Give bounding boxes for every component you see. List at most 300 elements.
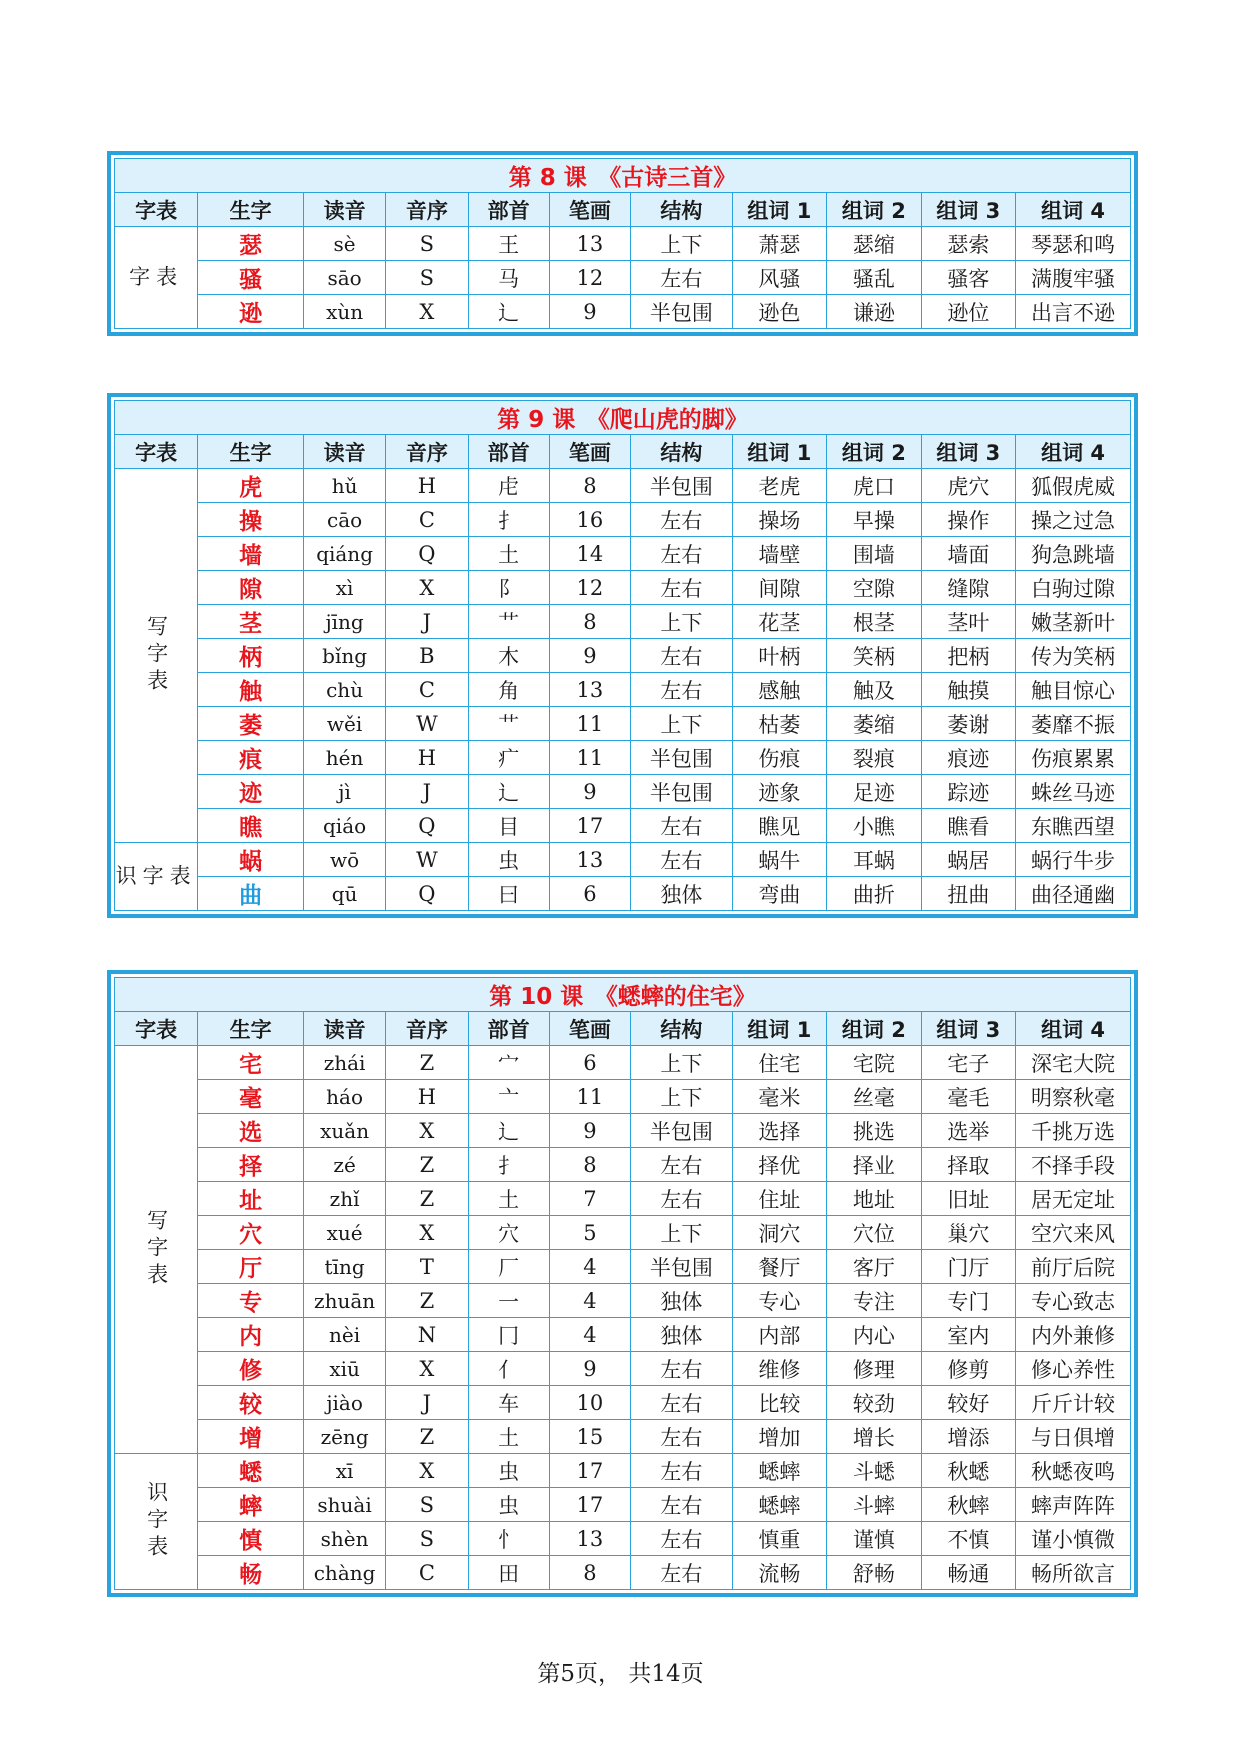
table-row [115,1454,1131,1488]
word1-cell: 洞穴 [732,1216,826,1250]
word4-cell: 蛛丝马迹 [1016,775,1131,809]
structure-cell: 左右 [631,571,733,605]
pinyin-cell: zhái [303,1046,385,1080]
structure-cell: 左右 [631,843,733,877]
word1-cell: 选择 [732,1114,826,1148]
structure-cell: 上下 [631,1216,733,1250]
strokes-cell: 11 [549,741,630,775]
structure-cell: 半包围 [631,1114,733,1148]
radical-cell: 冂 [468,1318,549,1352]
column-header: 读音 [303,435,385,469]
character-cell: 修 [198,1352,304,1386]
word4-cell: 内外兼修 [1016,1318,1131,1352]
word3-cell: 操作 [921,503,1015,537]
word4-cell: 出言不逊 [1016,295,1131,329]
structure-cell: 左右 [631,1522,733,1556]
word1-cell: 流畅 [732,1556,826,1590]
structure-cell: 半包围 [631,469,733,503]
word3-cell: 门厅 [921,1250,1015,1284]
word4-cell: 狗急跳墙 [1016,537,1131,571]
pinyin-cell: zhuān [303,1284,385,1318]
word1-cell: 枯萎 [732,707,826,741]
structure-cell: 左右 [631,1352,733,1386]
word2-cell: 宅院 [827,1046,921,1080]
structure-cell: 左右 [631,1420,733,1454]
character-cell: 址 [198,1182,304,1216]
pinyin-cell: shèn [303,1522,385,1556]
radical-cell: 虫 [468,843,549,877]
character-cell: 逊 [198,295,304,329]
initial-cell: B [386,639,468,673]
structure-cell: 独体 [631,1284,733,1318]
word4-cell: 斤斤计较 [1016,1386,1131,1420]
word4-cell: 嫩茎新叶 [1016,605,1131,639]
word3-cell: 虎穴 [921,469,1015,503]
word1-cell: 维修 [732,1352,826,1386]
column-header: 字表 [115,1012,198,1046]
table-row [115,537,1131,571]
word1-cell: 餐厅 [732,1250,826,1284]
word2-cell: 耳蜗 [827,843,921,877]
structure-cell: 上下 [631,227,733,261]
radical-cell: 宀 [468,1046,549,1080]
character-cell: 畅 [198,1556,304,1590]
initial-cell: Z [386,1284,468,1318]
initial-cell: W [386,843,468,877]
word4-cell: 谨小慎微 [1016,1522,1131,1556]
column-header: 组词 4 [1016,435,1131,469]
table-row [115,295,1131,329]
strokes-cell: 13 [549,673,630,707]
initial-cell: S [386,261,468,295]
table-row [115,639,1131,673]
radical-cell: 艹 [468,605,549,639]
column-header: 组词 2 [827,435,921,469]
strokes-cell: 4 [549,1284,630,1318]
word3-cell: 骚客 [921,261,1015,295]
strokes-cell: 13 [549,843,630,877]
table-row [115,227,1131,261]
character-cell: 触 [198,673,304,707]
structure-cell: 上下 [631,605,733,639]
structure-cell: 半包围 [631,741,733,775]
word3-cell: 逊位 [921,295,1015,329]
radical-cell: 穴 [468,1216,549,1250]
character-cell: 宅 [198,1046,304,1080]
table-row [115,605,1131,639]
word4-cell: 蜗行牛步 [1016,843,1131,877]
structure-cell: 独体 [631,1318,733,1352]
word2-cell: 骚乱 [827,261,921,295]
strokes-cell: 11 [549,707,630,741]
word3-cell: 痕迹 [921,741,1015,775]
word3-cell: 巢穴 [921,1216,1015,1250]
word4-cell: 专心致志 [1016,1284,1131,1318]
structure-cell: 上下 [631,1080,733,1114]
pinyin-cell: qiáng [303,537,385,571]
character-cell: 茎 [198,605,304,639]
initial-cell: Z [386,1148,468,1182]
strokes-cell: 9 [549,775,630,809]
word3-cell: 毫毛 [921,1080,1015,1114]
word1-cell: 内部 [732,1318,826,1352]
word4-cell: 与日俱增 [1016,1420,1131,1454]
strokes-cell: 9 [549,295,630,329]
table-row [115,775,1131,809]
strokes-cell: 13 [549,227,630,261]
strokes-cell: 11 [549,1080,630,1114]
structure-cell: 左右 [631,1454,733,1488]
pinyin-cell: wō [303,843,385,877]
word4-cell: 深宅大院 [1016,1046,1131,1080]
table-row [115,1556,1131,1590]
word1-cell: 叶柄 [732,639,826,673]
pinyin-cell: sāo [303,261,385,295]
pinyin-cell: hǔ [303,469,385,503]
word1-cell: 萧瑟 [732,227,826,261]
word4-cell: 空穴来风 [1016,1216,1131,1250]
word2-cell: 专注 [827,1284,921,1318]
initial-cell: S [386,227,468,261]
word1-cell: 墙壁 [732,537,826,571]
radical-cell: 土 [468,537,549,571]
lesson-title: 第 9 课 《爬山虎的脚》 [115,401,1131,435]
word2-cell: 地址 [827,1182,921,1216]
word1-cell: 老虎 [732,469,826,503]
word2-cell: 虎口 [827,469,921,503]
pinyin-cell: wěi [303,707,385,741]
word2-cell: 裂痕 [827,741,921,775]
initial-cell: Q [386,809,468,843]
radical-cell: 曰 [468,877,549,911]
table-row [115,877,1131,911]
initial-cell: J [386,775,468,809]
radical-cell: 辶 [468,775,549,809]
word2-cell: 客厅 [827,1250,921,1284]
word4-cell: 满腹牢骚 [1016,261,1131,295]
initial-cell: C [386,1556,468,1590]
initial-cell: T [386,1250,468,1284]
word2-cell: 挑选 [827,1114,921,1148]
word3-cell: 不慎 [921,1522,1015,1556]
word3-cell: 宅子 [921,1046,1015,1080]
word4-cell: 触目惊心 [1016,673,1131,707]
word3-cell: 扭曲 [921,877,1015,911]
word3-cell: 踪迹 [921,775,1015,809]
character-cell: 痕 [198,741,304,775]
structure-cell: 左右 [631,537,733,571]
structure-cell: 左右 [631,1182,733,1216]
word1-cell: 花茎 [732,605,826,639]
word1-cell: 操场 [732,503,826,537]
word3-cell: 蜗居 [921,843,1015,877]
column-header: 结构 [631,193,733,227]
initial-cell: N [386,1318,468,1352]
word1-cell: 毫米 [732,1080,826,1114]
character-cell: 瞧 [198,809,304,843]
word2-cell: 增长 [827,1420,921,1454]
initial-cell: S [386,1488,468,1522]
table-row [115,1148,1131,1182]
word3-cell: 畅通 [921,1556,1015,1590]
structure-cell: 左右 [631,809,733,843]
character-cell: 选 [198,1114,304,1148]
strokes-cell: 17 [549,809,630,843]
word1-cell: 瞧见 [732,809,826,843]
word1-cell: 迹象 [732,775,826,809]
strokes-cell: 8 [549,1148,630,1182]
table-row [115,843,1131,877]
pinyin-cell: xuǎn [303,1114,385,1148]
word3-cell: 择取 [921,1148,1015,1182]
word1-cell: 伤痕 [732,741,826,775]
word2-cell: 舒畅 [827,1556,921,1590]
column-header: 生字 [198,435,304,469]
structure-cell: 半包围 [631,775,733,809]
pinyin-cell: jì [303,775,385,809]
radical-cell: 马 [468,261,549,295]
table-row [115,1420,1131,1454]
table-row [115,707,1131,741]
table-row [115,1522,1131,1556]
character-cell: 虎 [198,469,304,503]
column-header: 组词 4 [1016,1012,1131,1046]
table-row [115,1114,1131,1148]
word1-cell: 专心 [732,1284,826,1318]
pinyin-cell: hén [303,741,385,775]
pinyin-cell: jiào [303,1386,385,1420]
word2-cell: 较劲 [827,1386,921,1420]
character-cell: 墙 [198,537,304,571]
pinyin-cell: qū [303,877,385,911]
initial-cell: X [386,1216,468,1250]
strokes-cell: 9 [549,1352,630,1386]
column-header: 组词 2 [827,1012,921,1046]
strokes-cell: 17 [549,1454,630,1488]
word1-cell: 间隙 [732,571,826,605]
column-header: 音序 [386,1012,468,1046]
column-header: 组词 1 [732,193,826,227]
structure-cell: 独体 [631,877,733,911]
word4-cell: 狐假虎威 [1016,469,1131,503]
word4-cell: 伤痕累累 [1016,741,1131,775]
table-row [115,673,1131,707]
column-header: 组词 1 [732,435,826,469]
radical-cell: 土 [468,1182,549,1216]
word3-cell: 增添 [921,1420,1015,1454]
pinyin-cell: zēng [303,1420,385,1454]
pinyin-cell: xī [303,1454,385,1488]
lesson-table-8 [107,151,1138,336]
category-cell: 识字表 [115,843,198,911]
table-row [115,503,1131,537]
initial-cell: H [386,741,468,775]
word1-cell: 住址 [732,1182,826,1216]
radical-cell: 辶 [468,1114,549,1148]
pinyin-cell: sè [303,227,385,261]
word2-cell: 内心 [827,1318,921,1352]
character-cell: 慎 [198,1522,304,1556]
structure-cell: 半包围 [631,1250,733,1284]
strokes-cell: 4 [549,1250,630,1284]
character-cell: 操 [198,503,304,537]
initial-cell: H [386,469,468,503]
character-cell: 增 [198,1420,304,1454]
word1-cell: 蟋蟀 [732,1454,826,1488]
structure-cell: 上下 [631,707,733,741]
category-cell: 识字表 [115,1454,198,1590]
word4-cell: 不择手段 [1016,1148,1131,1182]
word4-cell: 东瞧西望 [1016,809,1131,843]
lesson-title: 第 10 课 《蟋蟀的住宅》 [115,978,1131,1012]
strokes-cell: 7 [549,1182,630,1216]
word1-cell: 弯曲 [732,877,826,911]
character-cell: 较 [198,1386,304,1420]
word3-cell: 秋蟋 [921,1454,1015,1488]
structure-cell: 半包围 [631,295,733,329]
table-row [115,469,1131,503]
word4-cell: 琴瑟和鸣 [1016,227,1131,261]
word3-cell: 缝隙 [921,571,1015,605]
strokes-cell: 5 [549,1216,630,1250]
character-cell: 厅 [198,1250,304,1284]
radical-cell: 亻 [468,1352,549,1386]
word2-cell: 早操 [827,503,921,537]
word4-cell: 白驹过隙 [1016,571,1131,605]
category-cell: 字表 [115,227,198,329]
strokes-cell: 14 [549,537,630,571]
word3-cell: 墙面 [921,537,1015,571]
pinyin-cell: cāo [303,503,385,537]
word2-cell: 谦逊 [827,295,921,329]
radical-cell: 亠 [468,1080,549,1114]
word2-cell: 笑柄 [827,639,921,673]
structure-cell: 左右 [631,261,733,295]
table-row [115,741,1131,775]
word2-cell: 丝毫 [827,1080,921,1114]
radical-cell: 土 [468,1420,549,1454]
radical-cell: 目 [468,809,549,843]
word2-cell: 修理 [827,1352,921,1386]
word2-cell: 穴位 [827,1216,921,1250]
initial-cell: X [386,571,468,605]
word2-cell: 瑟缩 [827,227,921,261]
word3-cell: 专门 [921,1284,1015,1318]
character-cell: 毫 [198,1080,304,1114]
word4-cell: 萎靡不振 [1016,707,1131,741]
table-row [115,261,1131,295]
structure-cell: 左右 [631,1556,733,1590]
pinyin-cell: nèi [303,1318,385,1352]
structure-cell: 左右 [631,673,733,707]
word4-cell: 畅所欲言 [1016,1556,1131,1590]
character-cell: 蟋 [198,1454,304,1488]
initial-cell: J [386,605,468,639]
word3-cell: 瑟索 [921,227,1015,261]
word2-cell: 足迹 [827,775,921,809]
column-header: 组词 3 [921,193,1015,227]
radical-cell: 辶 [468,295,549,329]
character-cell: 瑟 [198,227,304,261]
word3-cell: 茎叶 [921,605,1015,639]
word3-cell: 较好 [921,1386,1015,1420]
column-header: 部首 [468,1012,549,1046]
strokes-cell: 10 [549,1386,630,1420]
table-row [115,1386,1131,1420]
radical-cell: 虫 [468,1488,549,1522]
radical-cell: 阝 [468,571,549,605]
pinyin-cell: bǐng [303,639,385,673]
table-row [115,1046,1131,1080]
word1-cell: 风骚 [732,261,826,295]
word2-cell: 斗蟋 [827,1454,921,1488]
strokes-cell: 13 [549,1522,630,1556]
column-header: 笔画 [549,193,630,227]
word4-cell: 曲径通幽 [1016,877,1131,911]
character-cell: 曲 [198,877,304,911]
column-header: 部首 [468,193,549,227]
column-header: 字表 [115,435,198,469]
strokes-cell: 15 [549,1420,630,1454]
word2-cell: 择业 [827,1148,921,1182]
initial-cell: X [386,1352,468,1386]
structure-cell: 上下 [631,1046,733,1080]
table-row [115,1080,1131,1114]
table-row [115,1216,1131,1250]
pinyin-cell: xué [303,1216,385,1250]
character-cell: 柄 [198,639,304,673]
character-cell: 骚 [198,261,304,295]
word1-cell: 慎重 [732,1522,826,1556]
radical-cell: 扌 [468,503,549,537]
table-row [115,1250,1131,1284]
column-header: 组词 2 [827,193,921,227]
word3-cell: 选举 [921,1114,1015,1148]
word2-cell: 空隙 [827,571,921,605]
word2-cell: 根茎 [827,605,921,639]
table-row [115,1318,1131,1352]
strokes-cell: 9 [549,639,630,673]
strokes-cell: 8 [549,605,630,639]
character-cell: 隙 [198,571,304,605]
word3-cell: 萎谢 [921,707,1015,741]
initial-cell: X [386,1114,468,1148]
column-header: 读音 [303,193,385,227]
pinyin-cell: shuài [303,1488,385,1522]
radical-cell: 扌 [468,1148,549,1182]
pinyin-cell: jīng [303,605,385,639]
word1-cell: 住宅 [732,1046,826,1080]
pinyin-cell: háo [303,1080,385,1114]
structure-cell: 左右 [631,1386,733,1420]
initial-cell: Q [386,537,468,571]
column-header: 生字 [198,1012,304,1046]
initial-cell: J [386,1386,468,1420]
category-cell: 写字表 [115,469,198,843]
lesson-table-10 [107,970,1138,1597]
strokes-cell: 12 [549,571,630,605]
word2-cell: 斗蟀 [827,1488,921,1522]
strokes-cell: 4 [549,1318,630,1352]
word1-cell: 增加 [732,1420,826,1454]
character-cell: 穴 [198,1216,304,1250]
radical-cell: 车 [468,1386,549,1420]
character-cell: 萎 [198,707,304,741]
word1-cell: 逊色 [732,295,826,329]
word3-cell: 秋蟀 [921,1488,1015,1522]
word3-cell: 旧址 [921,1182,1015,1216]
radical-cell: 王 [468,227,549,261]
